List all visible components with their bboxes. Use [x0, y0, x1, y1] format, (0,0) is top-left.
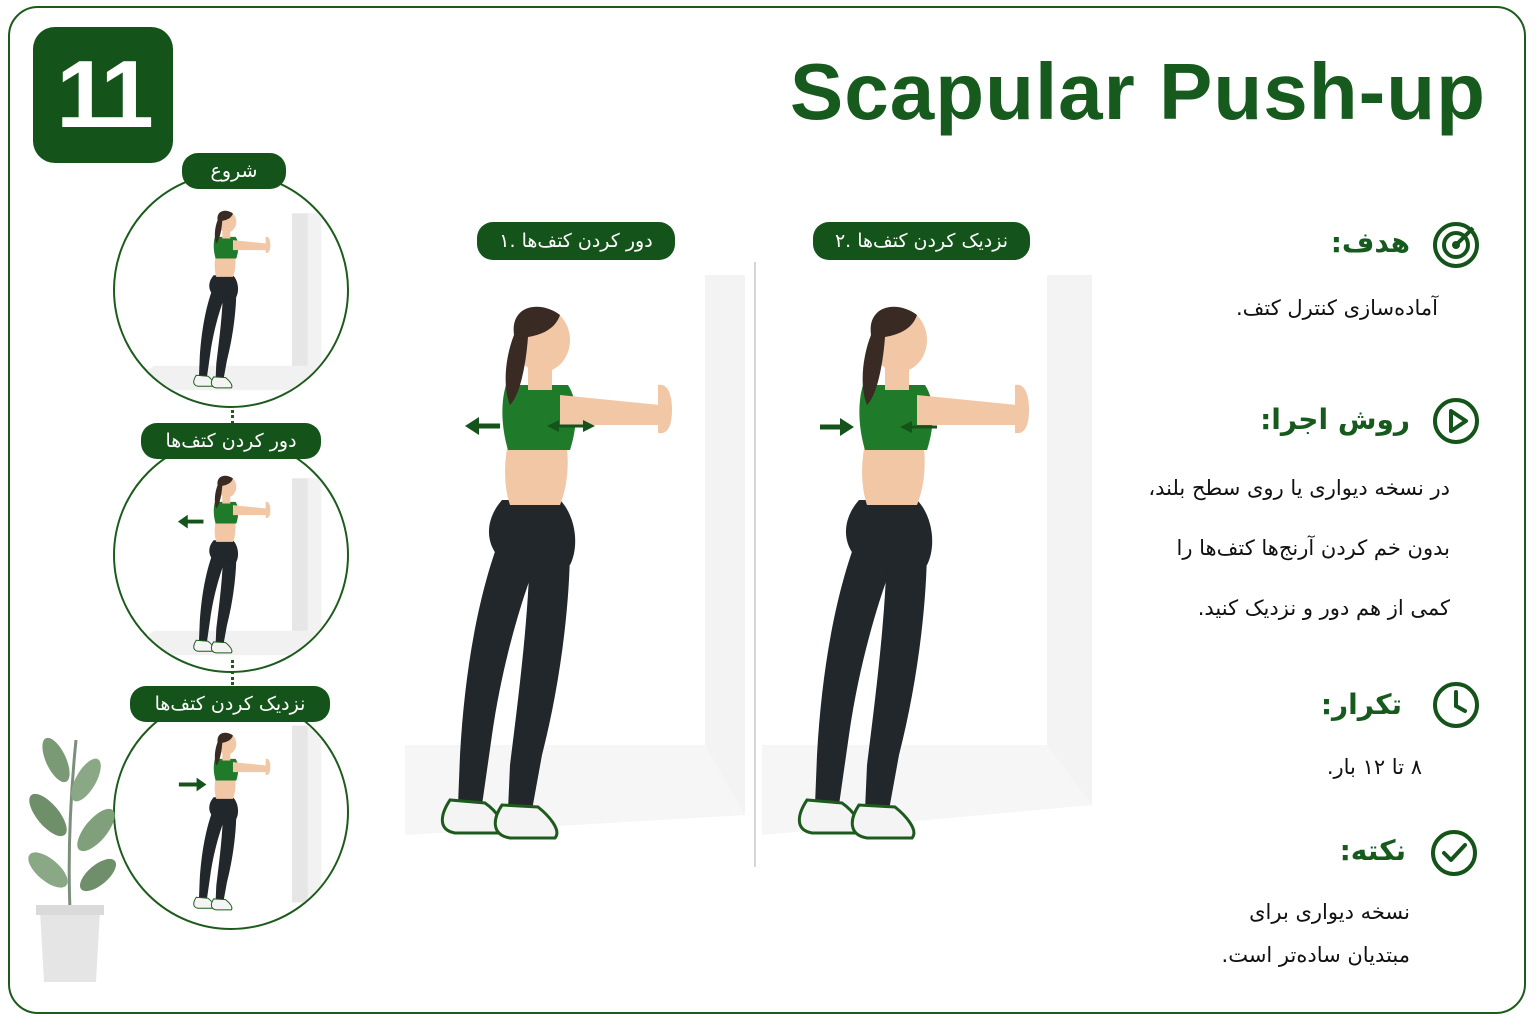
page-title: Scapular Push-up: [789, 47, 1486, 136]
connector-dots: [231, 660, 234, 685]
retraction-illustration: [115, 696, 347, 928]
play-icon: [1431, 396, 1481, 446]
exercise-number-badge: 11: [33, 27, 173, 163]
tip-heading: نکته:: [1339, 834, 1406, 867]
tip-text-line-1: نسخه دیواری برای: [1249, 900, 1410, 924]
tip-text-line-2: مبتدیان ساده‌تر است.: [1221, 943, 1410, 967]
protraction-panel-illustration: [405, 275, 745, 855]
reps-heading: تکرار:: [1320, 688, 1402, 721]
method-text-line-2: بدون خم کردن آرنج‌ها کتف‌ها را: [1176, 536, 1450, 560]
step-circle-protraction: [113, 437, 349, 673]
retraction-panel-illustration: [762, 275, 1102, 855]
goal-text: آماده‌سازی کنترل کتف.: [1235, 296, 1438, 320]
panel-label-retraction: ۲. نزدیک کردن کتف‌ها: [813, 222, 1030, 260]
start-illustration: [115, 174, 347, 406]
check-circle-icon: [1429, 828, 1479, 878]
panel-label-protraction: ۱. دور کردن کتف‌ها: [477, 222, 675, 260]
method-text-line-1: در نسخه دیواری یا روی سطح بلند،: [1148, 476, 1450, 500]
method-text-line-3: کمی از هم دور و نزدیک کنید.: [1197, 596, 1450, 620]
step-label-start: شروع: [182, 153, 286, 189]
step-label-protraction: دور کردن کتف‌ها: [141, 423, 321, 459]
step-circle-start: [113, 172, 349, 408]
plant-decoration: [18, 720, 128, 985]
clock-icon: [1431, 680, 1481, 730]
reps-text: ۸ تا ۱۲ بار.: [1326, 755, 1422, 779]
panel-divider: [754, 262, 756, 867]
step-label-retraction: نزدیک کردن کتف‌ها: [130, 686, 330, 722]
target-icon: [1431, 220, 1481, 270]
goal-heading: هدف:: [1330, 226, 1410, 259]
method-heading: روش اجرا:: [1260, 403, 1410, 436]
protraction-illustration: [115, 439, 347, 671]
step-circle-retraction: [113, 694, 349, 930]
